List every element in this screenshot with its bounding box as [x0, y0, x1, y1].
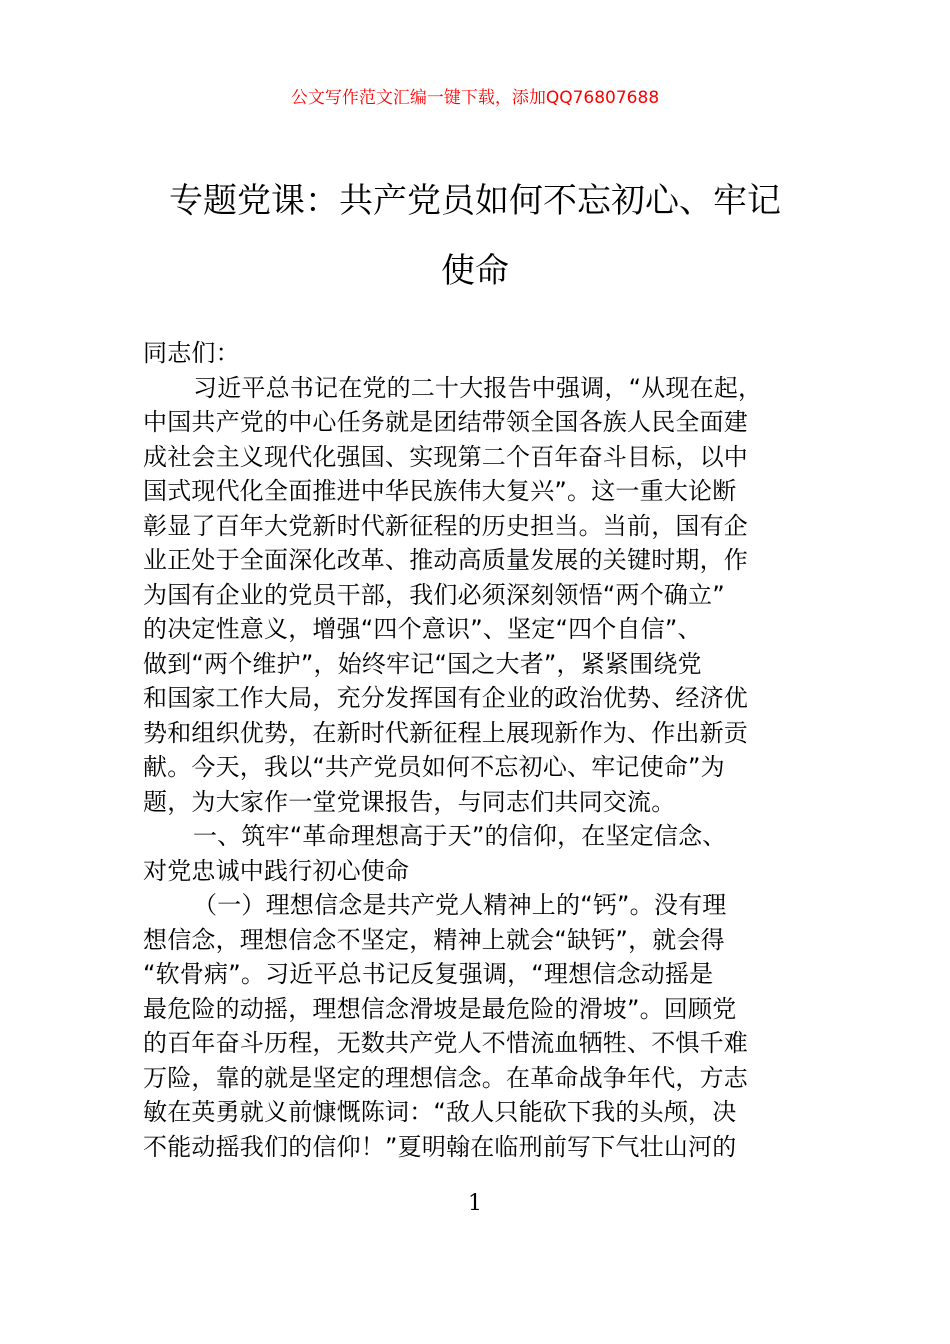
paragraph-line: 敏在英勇就义前慷慨陈词：“敌人只能砍下我的头颅，决 — [143, 1098, 737, 1126]
section-heading-line: 一、筑牢“革命理想高于天”的信仰，在坚定信念、 — [193, 822, 727, 850]
section-heading-line: 对党忠诚中践行初心使命 — [143, 856, 410, 885]
paragraph-line: 的百年奋斗历程，无数共产党人不惜流血牺牲、不惧千难 — [143, 1029, 748, 1057]
paragraph-line: 最危险的动摇，理想信念滑坡是最危险的滑坡”。回顾党 — [143, 994, 737, 1023]
paragraph-line: 万险，靠的就是坚定的理想信念。在革命战争年代，方志 — [143, 1063, 748, 1092]
body-text — [143, 336, 808, 1164]
paragraph-line: 习近平总书记在党的二十大报告中强调，“从现在起， — [193, 373, 763, 402]
paragraph-line: 想信念，理想信念不坚定，精神上就会“缺钙”，就会得 — [143, 925, 725, 954]
paragraph-line: 和国家工作大局，充分发挥国有企业的政治优势、经济优 — [143, 684, 748, 712]
paragraph-line: 势和组织优势，在新时代新征程上展现新作为、作出新贡 — [143, 718, 748, 747]
paragraph-line: 国式现代化全面推进中华民族伟大复兴”。这一重大论断 — [143, 477, 737, 505]
paragraph-line: 彰显了百年大党新时代新征程的历史担当。当前，国有企 — [143, 511, 748, 540]
page-number: 1 — [468, 1191, 482, 1216]
title-line: 使命 — [441, 251, 509, 291]
paragraph-line: “软骨病”。习近平总书记反复强调，“理想信念动摇是 — [143, 960, 714, 988]
title-line: 专题党课：共产党员如何不忘初心、牢记 — [169, 181, 781, 221]
salutation: 同志们： — [143, 339, 240, 367]
paragraph-line: 成社会主义现代化强国、实现第二个百年奋斗目标，以中 — [143, 442, 748, 471]
paragraph-line: 的决定性意义，增强“四个意识”、坚定“四个自信”、 — [143, 615, 702, 643]
paragraph-line: （一）理想信念是共产党人精神上的“钙”。没有理 — [193, 891, 727, 919]
paragraph-line: 业正处于全面深化改革、推动高质量发展的关键时期，作 — [143, 546, 748, 574]
paragraph-line: 题，为大家作一堂党课报告，与同志们共同交流。 — [143, 787, 676, 816]
page-title — [0, 166, 950, 306]
paragraph-line: 为国有企业的党员干部，我们必须深刻领悟“两个确立” — [143, 580, 725, 609]
paragraph-line: 不能动摇我们的信仰！”夏明翰在临刑前写下气壮山河的 — [143, 1132, 737, 1161]
paragraph-line: 做到“两个维护”，始终牢记“国之大者”，紧紧围绕党 — [143, 649, 702, 678]
header-banner[interactable]: 公文写作范文汇编一键下载，添加QQ76807688 — [290, 88, 660, 108]
paragraph-line: 献。今天，我以“共产党员如何不忘初心、牢记使命”为 — [143, 753, 725, 781]
paragraph-line: 中国共产党的中心任务就是团结带领全国各族人民全面建 — [143, 408, 748, 436]
